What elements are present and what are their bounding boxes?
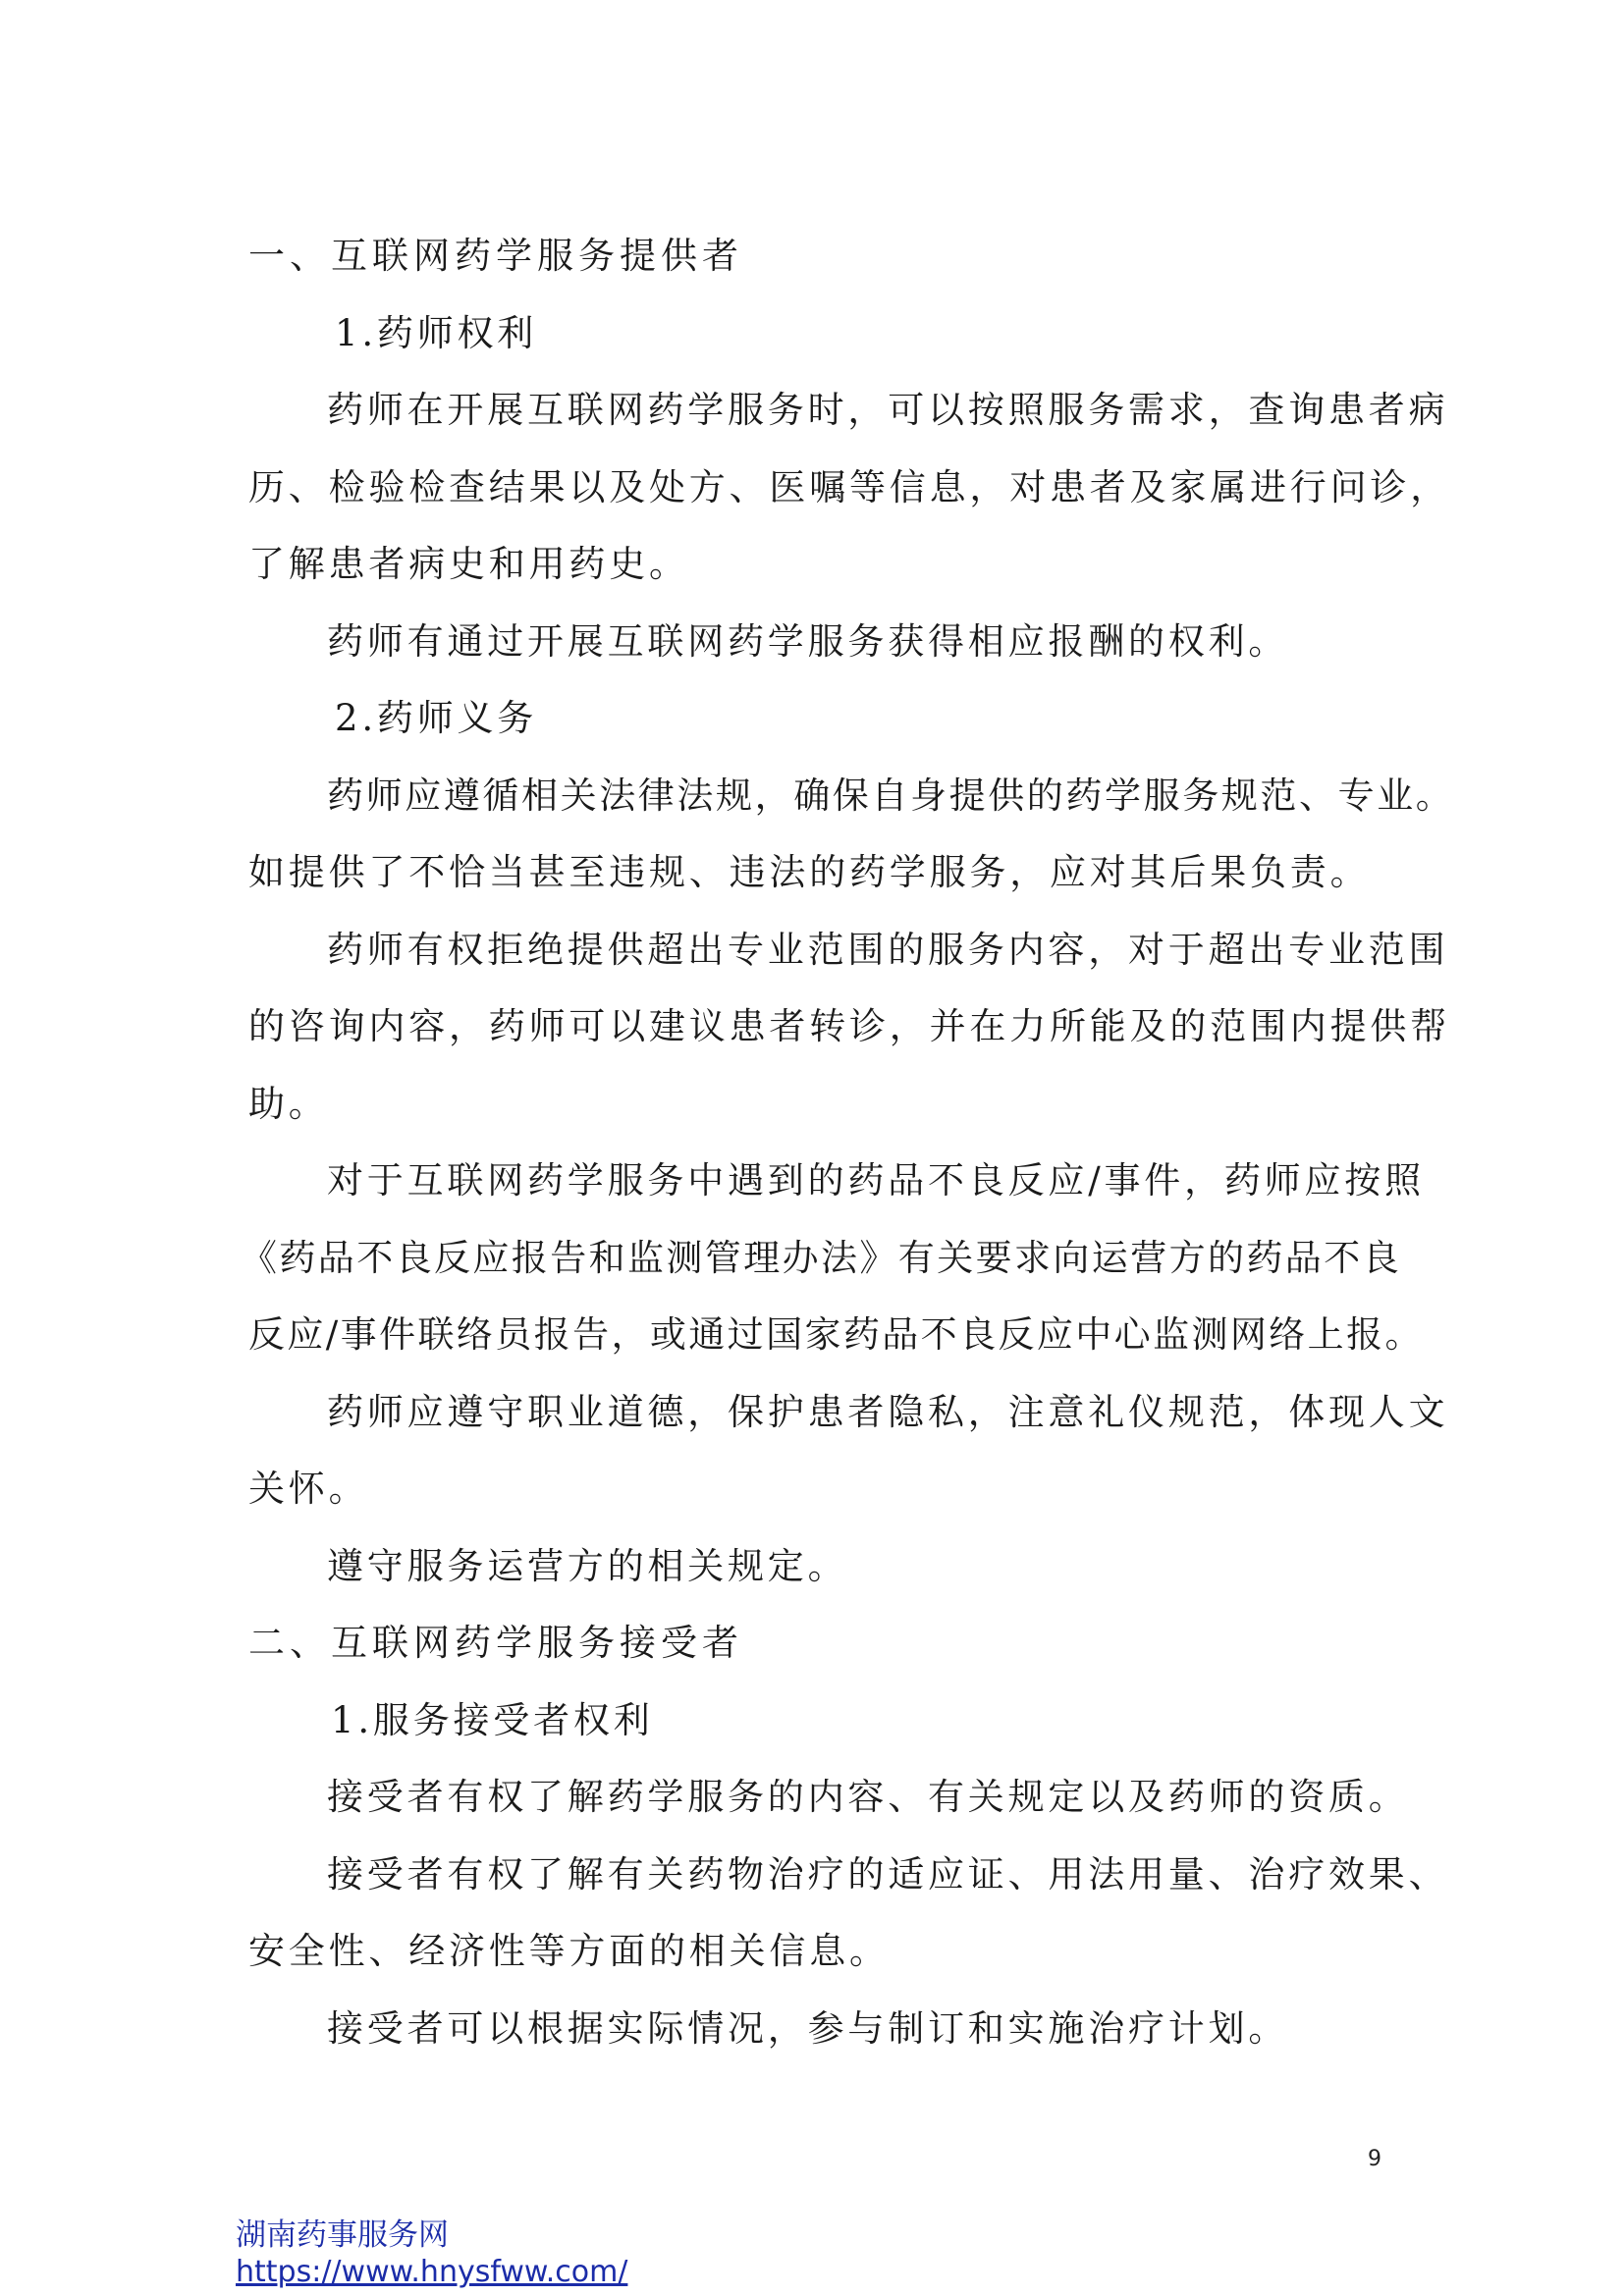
paragraph-line: 药师应遵循相关法律法规，确保自身提供的药学服务规范、专业。 xyxy=(327,774,1455,817)
paragraph-line: 助。 xyxy=(248,1082,329,1125)
paragraph-line: 遵守服务运营方的相关规定。 xyxy=(327,1544,848,1587)
section-heading: 二、互联网药学服务接受者 xyxy=(248,1622,743,1664)
paragraph-line: 反应/事件联络员报告，或通过国家药品不良反应中心监测网络上报。 xyxy=(248,1313,1424,1356)
footer-url-link[interactable]: https://www.hnysfww.com/ xyxy=(236,2255,628,2289)
paragraph-line: 的咨询内容，药师可以建议患者转诊，并在力所能及的范围内提供帮 xyxy=(248,1005,1450,1047)
subsection-heading: 2.药师义务 xyxy=(335,697,538,739)
section-heading: 一、互联网药学服务提供者 xyxy=(248,235,743,277)
paragraph-line: 关怀。 xyxy=(248,1468,369,1510)
subsection-heading: 1.服务接受者权利 xyxy=(331,1698,654,1741)
paragraph-line: 接受者有权了解有关药物治疗的适应证、用法用量、治疗效果、 xyxy=(327,1852,1449,1896)
paragraph-line: 历、检验检查结果以及处方、医嘱等信息，对患者及家属进行问诊， xyxy=(248,465,1450,508)
paragraph-line: 药师应遵守职业道德，保护患者隐私，注意礼仪规范，体现人文 xyxy=(327,1390,1449,1433)
page-number: 9 xyxy=(1368,2147,1381,2171)
paragraph-line: 药师在开展互联网药学服务时，可以按照服务需求，查询患者病 xyxy=(327,389,1449,431)
document-body xyxy=(241,218,1455,2067)
paragraph-line: 药师有权拒绝提供超出专业范围的服务内容，对于超出专业范围 xyxy=(327,928,1449,971)
paragraph-line: 对于互联网药学服务中遇到的药品不良反应/事件，药师应按照 xyxy=(327,1159,1425,1201)
paragraph-line: 了解患者病史和用药史。 xyxy=(248,543,689,585)
footer-site-name: 湖南药事服务网 xyxy=(236,2217,449,2253)
footer xyxy=(236,2216,627,2291)
paragraph-line: 安全性、经济性等方面的相关信息。 xyxy=(248,1930,890,1972)
subsection-heading: 1.药师权利 xyxy=(335,311,538,354)
paragraph-line: 接受者有权了解药学服务的内容、有关规定以及药师的资质。 xyxy=(327,1776,1409,1818)
paragraph-line: 药师有通过开展互联网药学服务获得相应报酬的权利。 xyxy=(327,619,1289,663)
paragraph-line: 接受者可以根据实际情况，参与制订和实施治疗计划。 xyxy=(327,2006,1289,2050)
paragraph-line: 如提供了不恰当甚至违规、违法的药学服务，应对其后果负责。 xyxy=(248,851,1371,893)
paragraph-line: 《药品不良反应报告和监测管理办法》有关要求向运营方的药品不良 xyxy=(241,1236,1401,1279)
